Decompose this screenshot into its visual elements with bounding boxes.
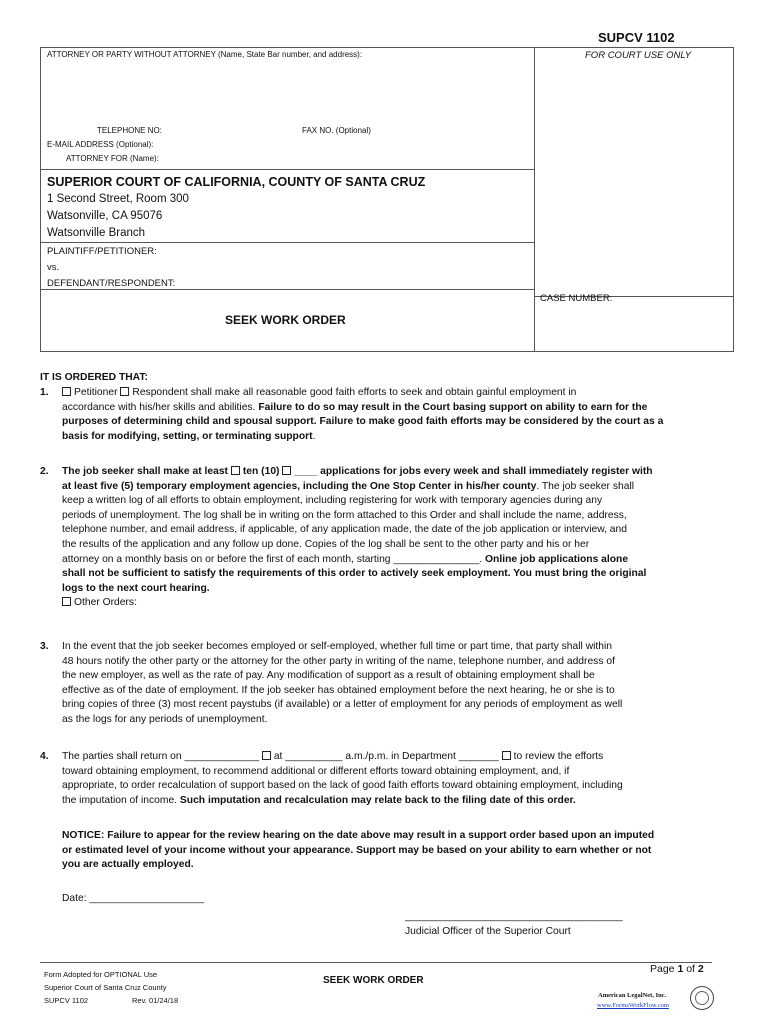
telephone-label: TELEPHONE NO: — [97, 126, 162, 135]
court-use-label: FOR COURT USE ONLY — [585, 50, 692, 61]
item-number: 4. — [40, 751, 49, 762]
divider — [534, 48, 535, 351]
text: at __________ a.m./p.m. in Department _______ — [273, 751, 499, 762]
text: you are actually employed. — [62, 859, 194, 871]
paragraph-4 — [62, 750, 712, 808]
item-number: 2. — [40, 466, 49, 477]
footer-adopted: Form Adopted for OPTIONAL Use — [44, 970, 158, 979]
date-field[interactable]: Date: ____________________ — [62, 893, 205, 904]
form-number: SUPCV 1102 — [598, 30, 675, 45]
text: attorney on a monthly basis on or before the first of each month, starting _______________. — [62, 553, 483, 565]
text: appropriate, to order recalculation of support based on the lack of good faith efforts toward obtaining employment, including — [62, 780, 623, 792]
text: ____ applications for jobs every week and shall immediately register with — [294, 466, 653, 477]
footer-revision: Rev. 01/24/18 — [132, 996, 179, 1005]
publisher-seal-icon — [690, 986, 714, 1010]
footer-court: Superior Court of Santa Cruz County — [44, 983, 167, 992]
text: the results of the application and any follow up done. Copies of the log shall be sent to the other party and his or her — [62, 538, 590, 550]
paragraph-3 — [62, 640, 712, 728]
text: bring copies of three (3) most recent paystubs (if available) or a letter of employment for any periods of employment as well — [62, 699, 623, 711]
fax-label: FAX NO. (Optional) — [302, 126, 371, 135]
other-count-checkbox[interactable] — [282, 466, 291, 475]
text: telephone number, and email address, if applicable, of any application made, the date of the job application or interview, and — [62, 524, 627, 536]
text: Respondent shall make all reasonable good faith efforts to seek and obtain gainful employment in — [132, 387, 577, 398]
text: Failure to do so may result in the Court basing support on ability to earn for the — [258, 401, 648, 413]
court-name: SUPERIOR COURT OF CALIFORNIA, COUNTY OF SANTA CRUZ — [47, 175, 426, 189]
text: NOTICE: Failure to appear for the review hearing on the date above may result in a support order based upon an imputed — [62, 830, 655, 841]
text: ten (10) — [242, 466, 280, 477]
attorney-label: ATTORNEY OR PARTY WITHOUT ATTORNEY (Name, State Bar number, and address): — [47, 50, 363, 59]
text: accordance with his/her skills and abilities. — [62, 401, 256, 413]
intro: IT IS ORDERED THAT: — [40, 372, 148, 383]
text: 2 — [697, 963, 704, 975]
text: Online job applications alone — [485, 553, 629, 565]
text: to review the efforts — [513, 751, 604, 762]
petitioner-label: Petitioner — [74, 387, 118, 398]
text: In the event that the job seeker becomes employed or self-employed, whether full time or part time, that party shall within — [62, 641, 613, 652]
hearing-checkbox[interactable] — [262, 751, 271, 760]
review-checkbox[interactable] — [502, 751, 511, 760]
other-orders-checkbox[interactable] — [62, 597, 71, 606]
divider — [41, 289, 534, 290]
email-label: E-MAIL ADDRESS (Optional): — [47, 140, 154, 149]
publisher-name: American LegalNet, Inc. — [598, 992, 667, 999]
ten-checkbox[interactable] — [231, 466, 240, 475]
paragraph-1: Petitioner Respondent shall make all reasonable good faith efforts to seek and obtain gainful employment in accordance with his/her skills and abilities. Failure to do so may result in the Court basing support on ability to earn for the purposes of determining child and spousal support. Failure to make good faith efforts may be considered by the court as a basis for modifying, setting, or terminating support. — [62, 387, 664, 442]
text: the imputation of income. — [62, 794, 178, 806]
text: keep a written log of all efforts to obtain employment, including registering for work with temporary agencies during any — [62, 495, 603, 507]
respondent-checkbox[interactable] — [120, 387, 129, 396]
text: or estimated level of your income without your appearance. Support may be based on your ability to earn whether or not — [62, 844, 652, 856]
text: at least five (5) temporary employment agencies, including the One Stop Center in his/her county — [62, 480, 537, 492]
caption-box — [40, 47, 734, 352]
petitioner-checkbox[interactable] — [62, 387, 71, 396]
case-number-label: CASE NUMBER: — [540, 293, 613, 304]
paragraph-2 — [62, 465, 712, 611]
footer-divider — [40, 962, 712, 963]
text: The parties shall return on _____________ — [62, 751, 259, 762]
court-address-1: 1 Second Street, Room 300 — [47, 193, 189, 205]
text: The job seeker shall make at least — [62, 466, 228, 477]
item-number: 3. — [40, 641, 49, 652]
text: Such imputation and recalculation may relate back to the filing date of this order. — [179, 794, 576, 806]
text: of — [683, 963, 698, 975]
footer-title: SEEK WORK ORDER — [323, 975, 424, 986]
divider — [41, 169, 534, 170]
vs-label: vs. — [47, 262, 60, 273]
signature-line[interactable]: ______________________________________ — [405, 911, 623, 922]
defendant-label: DEFENDANT/RESPONDENT: — [47, 278, 176, 289]
text: as the logs for any periods of unemployment. — [62, 713, 268, 725]
text: 1 — [677, 963, 684, 975]
judicial-officer-label: Judicial Officer of the Superior Court — [405, 926, 571, 937]
text: basis for modifying, setting, or terminating support — [62, 430, 313, 442]
text: the new employer, as well as the rate of pay. Any modification of support as a result of obtaining employment shall be — [62, 670, 595, 682]
page-title: SEEK WORK ORDER — [225, 313, 346, 327]
text: periods of unemployment. The log shall be in writing on the form attached to this Order and shall include the name, address, — [62, 509, 627, 521]
other-orders-label: Other Orders: — [74, 597, 137, 609]
court-address-2: Watsonville, CA 95076 — [47, 210, 163, 222]
item-number: 1. — [40, 387, 49, 398]
text: 48 hours notify the other party or the attorney for the other party in writing of the name, telephone number, and address of — [62, 655, 615, 667]
text: . The job seeker shall — [536, 480, 635, 492]
divider — [41, 242, 534, 243]
page-indicator — [650, 963, 704, 975]
text: purposes of determining child and spousal support. Failure to make good faith efforts may be considered by the court as a — [62, 416, 664, 428]
court-branch: Watsonville Branch — [47, 227, 146, 239]
plaintiff-label: PLAINTIFF/PETITIONER: — [47, 246, 157, 257]
attorney-for-label: ATTORNEY FOR (Name): — [66, 154, 159, 163]
text: shall not be sufficient to satisfy the requirements of this order to actively seek employment. You must bring the original — [62, 568, 647, 580]
publisher-link[interactable]: www.FormsWorkFlow.com — [597, 1002, 669, 1009]
footer-form-number: SUPCV 1102 — [44, 996, 89, 1005]
text: logs to the next court hearing. — [62, 582, 210, 594]
text: effective as of the date of employment. If the job seeker has obtained employment before the next hearing, he or she is to — [62, 684, 615, 696]
text: Page — [650, 963, 678, 975]
notice — [62, 829, 712, 873]
text: toward obtaining employment, to recommend additional or different efforts toward obtaining employment, and, if — [62, 765, 570, 777]
